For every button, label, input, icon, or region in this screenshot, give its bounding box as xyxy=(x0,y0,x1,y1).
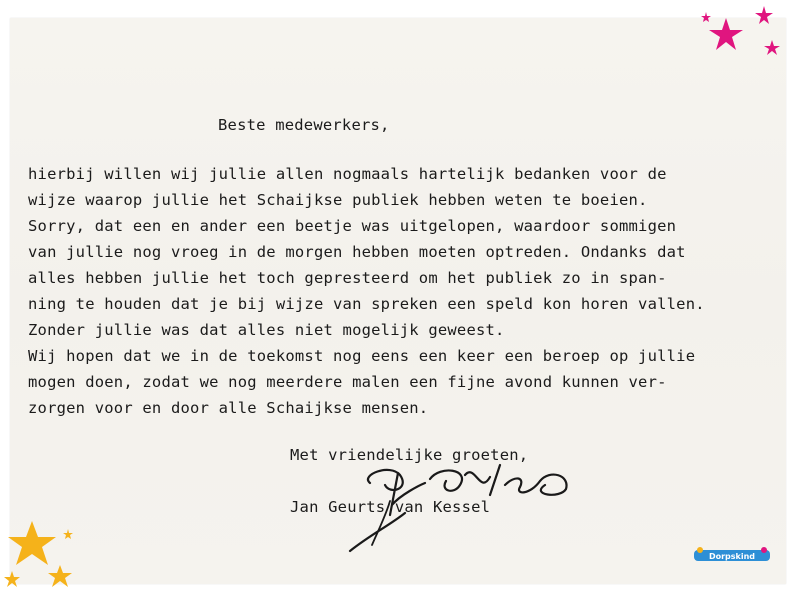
decorative-stars-top-right xyxy=(698,4,788,64)
signer-name: Jan Geurts van Kessel xyxy=(290,498,491,516)
body-line: alles hebben jullie het toch gepresteerd om het publiek zo in span- xyxy=(28,269,667,287)
body-line: Zonder jullie was dat alles niet mogelijk geweest. xyxy=(28,321,505,339)
body-line: ning te houden dat je bij wijze van spreken een speld kon horen vallen. xyxy=(28,295,705,313)
decorative-stars-bottom-left xyxy=(0,515,90,595)
closing: Met vriendelijke groeten, xyxy=(290,446,529,464)
handwritten-signature xyxy=(330,455,590,555)
site-logo xyxy=(692,546,772,564)
body-line: hierbij willen wij jullie allen nogmaals hartelijk bedanken voor de xyxy=(28,165,667,183)
body-line: zorgen voor en door alle Schaijkse mensen. xyxy=(28,399,429,417)
body-line: mogen doen, zodat we nog meerdere malen een fijne avond kunnen ver- xyxy=(28,373,667,391)
body-line: Sorry, dat een en ander een beetje was uitgelopen, waardoor sommigen xyxy=(28,217,677,235)
body-line: wijze waarop jullie het Schaijkse publiek hebben weten te boeien. xyxy=(28,191,648,209)
body-line: Wij hopen dat we in de toekomst nog eens een keer een beroep op jullie xyxy=(28,347,696,365)
salutation: Beste medewerkers, xyxy=(218,116,390,134)
logo-text: Dorpskind xyxy=(708,552,756,561)
body-line: van jullie nog vroeg in de morgen hebben moeten optreden. Ondanks dat xyxy=(28,243,686,261)
